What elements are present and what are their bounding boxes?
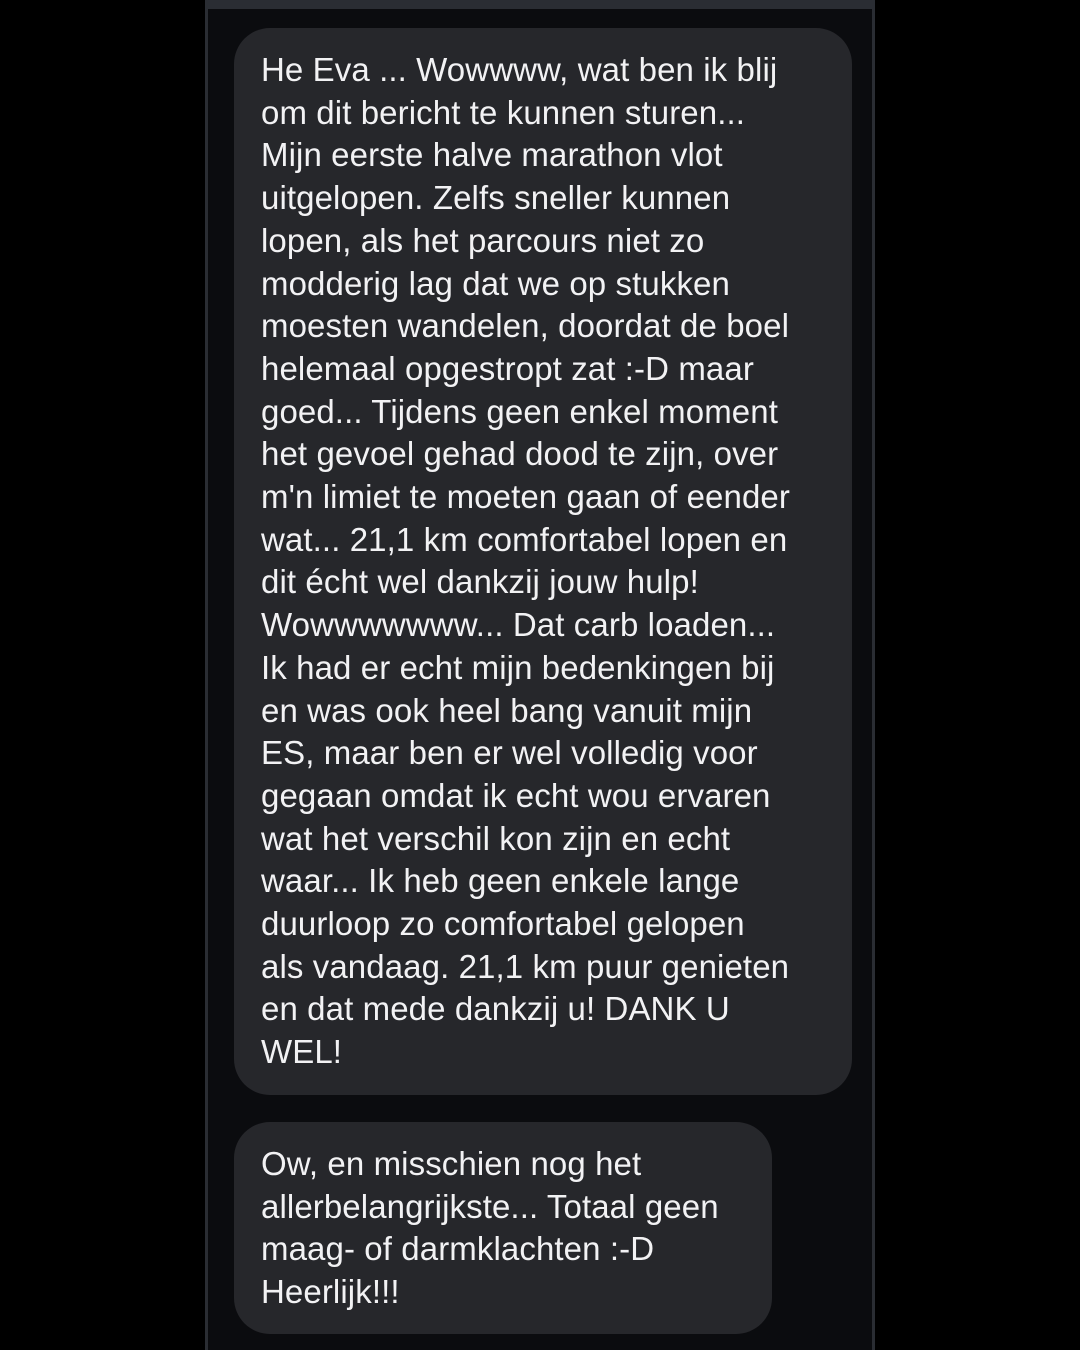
message-text: He Eva ... Wowwww, wat ben ik blij om dit bericht te kunnen sturen... Mijn eerste halve marathon vlot uitgelopen. Zelfs sneller kunnen lopen, als het parcours niet zo modderig lag dat we op stukken moesten wandelen, doordat de boel helemaal opgestropt zat :-D maar goed... Tijdens geen enkel moment het gevoel gehad dood te zijn, over m'n limiet te moeten gaan of eender wat... 21,1 km comfortabel lopen en dit écht wel dankzij jouw hulp! Wowwwwwww... Dat carb loaden... Ik had er echt mijn bedenkingen bij en was ook heel bang vanuit mijn ES, maar ben er wel volledig voor gegaan omdat ik echt wou ervaren wat het verschil kon zijn en echt waar... Ik heb geen enkele lange duurloop zo comfortabel gelopen als vandaag. 21,1 km puur genieten en dat mede dankzij u! DANK U WEL! [261,51,790,1071]
message-bubble-received[interactable] [234,28,852,1095]
message-text: Ow, en misschien nog het allerbelangrijkste... Totaal geen maag- of darmklachten :-D Heerlijk!!! [261,1145,719,1311]
screen-top-border [208,0,872,9]
chat-screen [205,0,875,1350]
message-bubble-received[interactable] [234,1122,772,1334]
